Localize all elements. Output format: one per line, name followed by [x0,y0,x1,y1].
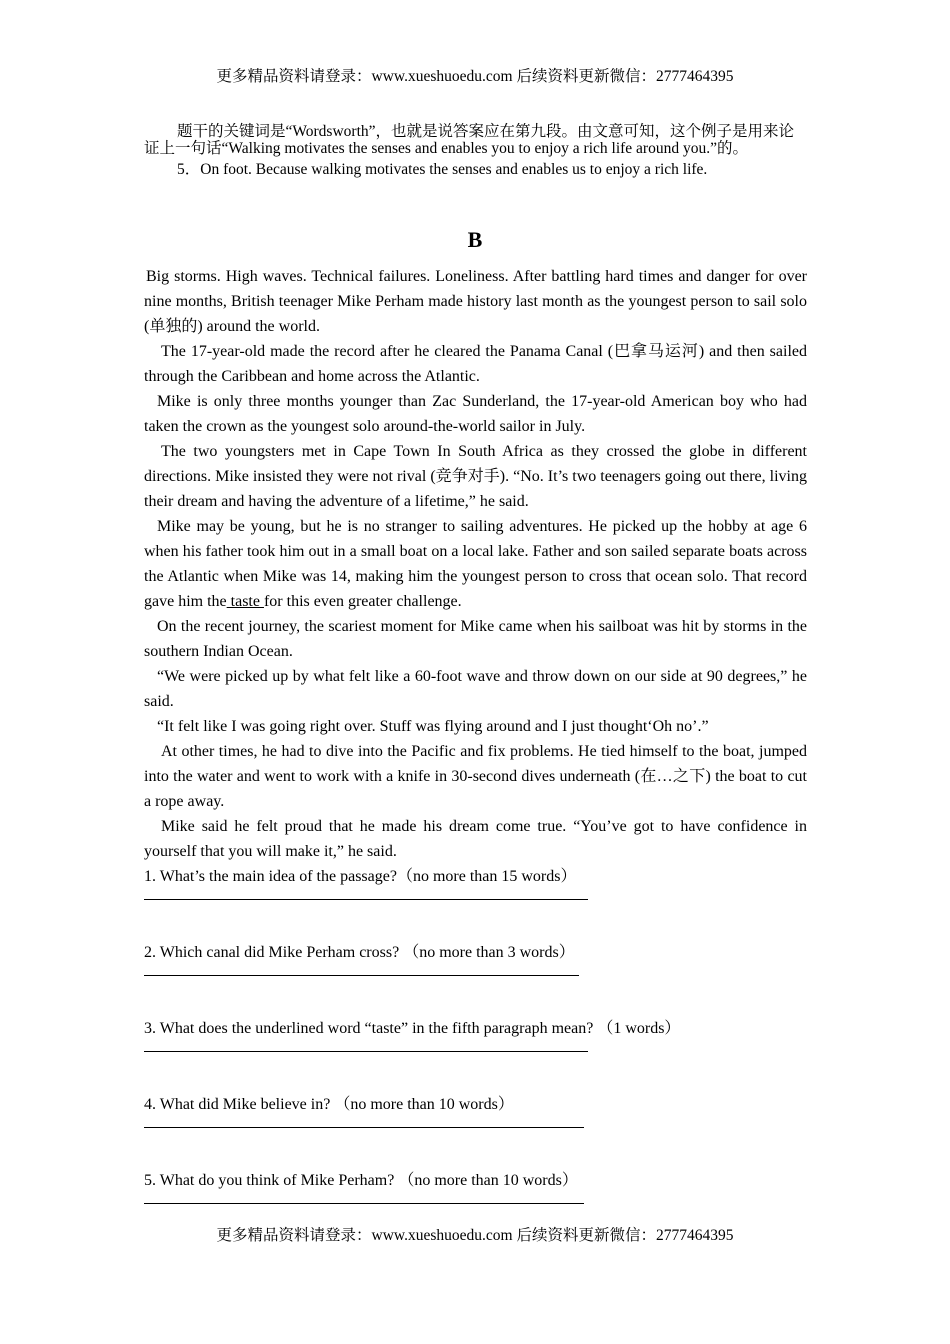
answer-explanations [144,123,808,180]
passage-paragraph-6: On the recent journey, the scariest moment for Mike came when his sailboat was hit by storms in the southern Indian Ocean. [144,618,807,660]
answer-line-5[interactable] [144,1203,584,1204]
passage-paragraph-4: The two youngsters met in Cape Town In South Africa as they crossed the globe in different directions. Mike insisted they were not rival (竞争对手). “No. It’s two teenagers going out there, living their dream and having the adventure of a lifetime,” he said. [144,443,807,510]
underlined-word-taste: taste [226,593,264,610]
passage-paragraph-3: Mike is only three months younger than Zac Sunderland, the 17-year-old American boy who had taken the crown as the youngest solo around-the-world sailor in July. [144,393,807,435]
passage-paragraph-2: The 17-year-old made the record after he cleared the Panama Canal (巴拿马运河) and then sailed through the Caribbean and home across the Atlantic. [144,343,807,385]
question-5: 5. What do you think of Mike Perham? （no more than 10 words） [144,1172,578,1189]
question-2: 2. Which canal did Mike Perham cross? （no more than 3 words） [144,944,575,961]
question-4: 4. What did Mike believe in? （no more than 10 words） [144,1096,514,1113]
page-header: 更多精品资料请登录：www.xueshuoedu.com 后续资料更新微信：2777464395 [216,68,734,85]
answer-item-5: 5．On foot. Because walking motivates the senses and enables us to enjoy a rich life. [177,161,708,178]
question-3: 3. What does the underlined word “taste” in the fifth paragraph mean? （1 words） [144,1020,681,1037]
questions-section [144,864,807,1204]
paragraph-5-text-before: Mike may be young, but he is no stranger to sailing adventures. He picked up the hobby at age 6 when his father took him out in a small boat on a local lake. Father and son sailed separate boats across the Atlantic when Mike was 14, making him the youngest person to cross that ocean solo. That record gave him the [144,518,807,610]
paragraph-5-text-after: for this even greater challenge. [263,593,462,610]
passage-paragraph-10: Mike said he felt proud that he made his dream come true. “You’ve got to have confidence in yourself that you will make it,” he said. [144,818,807,860]
page-footer: 更多精品资料请登录：www.xueshuoedu.com 后续资料更新微信：2777464395 [216,1227,734,1244]
passage-paragraph-5 [144,514,807,614]
passage-paragraph-9: At other times, he had to dive into the Pacific and fix problems. He tied himself to the boat, jumped into the water and went to work with a knife in 30-second dives underneath (在…之下) the boat to cut a rope away. [144,743,807,810]
reading-passage [144,264,807,1204]
answer-explanation-text: 题干的关键词是“Wordsworth”，也就是说答案应在第九段。由文意可知，这个例子是用来论证上一句话“Walking motivates the senses and enables you to enjoy a rich life around you.”的。 [144,123,795,157]
section-title: B [467,227,483,252]
passage-paragraph-8: “It felt like I was going right over. Stuff was flying around and I just thought‘Oh no’.” [157,718,709,735]
question-1: 1. What’s the main idea of the passage?（no more than 15 words） [144,868,577,885]
passage-paragraph-7: “We were picked up by what felt like a 60-foot wave and throw down on our side at 90 degrees,” he said. [144,668,807,710]
passage-paragraph-1: Big storms. High waves. Technical failures. Loneliness. After battling hard times and danger for over nine months, British teenager Mike Perham made history last month as the youngest person to sail solo (单独的) around the world. [144,268,807,335]
